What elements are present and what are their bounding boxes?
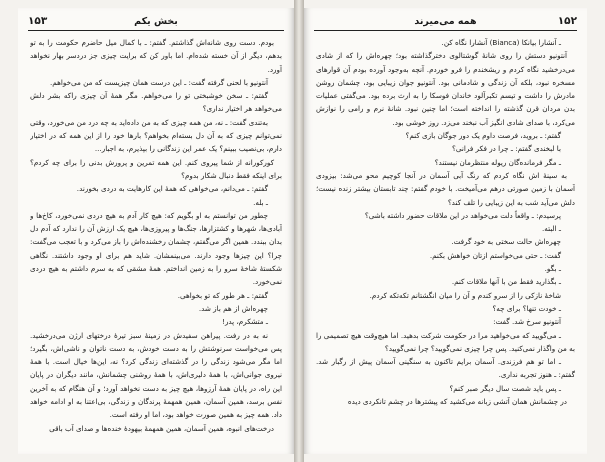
left-page-header [28, 14, 284, 31]
right-page-text [316, 36, 575, 448]
paragraph: به‌تندی گفت: ـ نه، من همه چیزی که به من داده‌اید به چه درد من می‌خورد، وقتی نمی‌توانم چیزی که به آن دل بسته‌ام بخواهم؟ بارها خود را از این همه که در اختیار دارم، بی‌نصیب ببینم؟ یک عمر این زندگانی را بپذیرم، به اجبار... [30, 117, 282, 154]
paragraph: چهره‌اش حالت سختی به خود گرفت. [451, 237, 561, 247]
book-gutter [294, 0, 304, 462]
paragraph: درخت‌های انبوه، همین آسمان، همین همهمهٔ بیهودهٔ خنده‌ها و صدای آب باقی [49, 423, 274, 433]
paragraph: ـ البته. [541, 224, 561, 234]
paragraph: گفتم: ـ سخن خوشبختی تو را می‌خواهم. مگر همهٔ آن چیزی راکه بشر دلش می‌خواهد هر اختیار نداری؟ [30, 91, 282, 114]
paragraph: گفتم: ـ می‌دانم، می‌خواهی که همهٔ این کارهایت به دردی بخورند. [76, 184, 268, 194]
paragraph: ـ بگو. [544, 264, 561, 274]
paragraph: ـ بله. [253, 197, 268, 207]
paragraph: گفتم: ـ بروید، فرصت داوم یک دور جوگان بازی کنم؟ [405, 131, 561, 141]
right-page-header [314, 14, 577, 31]
paragraph: گفتم: ـ هر طور که تو بخواهی. [177, 290, 268, 300]
paragraph: آنتونیو با لحنی گرفته گفت: ـ این درست همان چیزیست که من می‌خواهم. [50, 77, 268, 87]
paragraph: ـ پس باید شصت سال دیگر صبر کنم؟ [449, 383, 561, 393]
left-page-number: ۱۵۳ [28, 15, 48, 27]
paragraph: بودم. دست روی شانه‌اش گذاشتم. گفتم: ـ با کمال میل حاضرم حکومت را به تو بدهم، دیگر از آن خسته شده‌ام. اما باور کن که برایت چیزی جز دردسر بهار نخواهد آورد. [30, 38, 282, 74]
paragraph: نه به در رفت. پیراهن سفیدش در زمینهٔ سبز تیرهٔ درختهای ارژن می‌درخشید. پس می‌خواست سرنوشتش را به دست خودش، به دست ناتوان و ناشی‌اش، بگیرد؛ اما مگر می‌شود زندگی را در گذشته‌ای زندگی کرد؟ نه، این‌ها خیال است. با همهٔ نیروی جوانی‌اش، با همهٔ دلیری‌اش، با همهٔ روشنی چشمانش، مانند دیگران در پایان این راه، در پایان همهٔ آرزوها، هیچ چیز به دست نخواهد آورد؛ و آن هنگام که به آخرین نفس برسد، همین آسمان، همین همهمهٔ پرندگان و زندگی، بی‌اعتنا به او ادامه خواهد داد. همه چیز به همین صورت خواهد بود، اما او رفته است. [30, 330, 282, 420]
paragraph: پرسیدم: ـ واقعاً دلت می‌خواهد در این ملاقات حضور داشته باشی؟ [364, 210, 561, 220]
paragraph: گفت: ـ حتی می‌خواستم ازتان خواهش بکنم. [429, 250, 561, 260]
left-page [18, 8, 294, 454]
paragraph: ـ اما تو هم فرزندی. آسمان برایم تاکنون به سنگینی آسمان پیش از رگبار شد. گفتم: ـ هنوز تجربه نداری. [316, 357, 575, 380]
paragraph: کورکورانه از شما پیروی کنم. این همه تمرین و پرورش بدنی را برای چه کردم؟ برای اینکه فقط دنبال شکار بدوم؟ [30, 157, 282, 180]
paragraph: ـ بگذارید فقط من با آنها ملاقات کنم. [451, 277, 561, 287]
right-page [304, 8, 587, 454]
paragraph: ـ خودت تنها؟ برای چه؟ [492, 303, 561, 313]
paragraph: آنتونیو سرخ شد. گفت: [493, 317, 561, 327]
right-page-number: ۱۵۲ [557, 15, 577, 27]
right-page-running-title: همه می‌میرند [414, 16, 477, 27]
paragraph: چطور من توانستم به او بگویم که: هیچ کار آدم به هیچ دردی نمی‌خورد، کاخ‌ها و آبادی‌ها، شهرها و کشتزارها، جنگ‌ها و پیروزی‌ها، هیچ یک ارزش آن را ندارد که آدم دل بدان ببندد. همین اگر می‌گفتم، چشمان رخشنده‌اش را باز می‌کرد و با تعجب می‌گفت: چرا؟ این چیزها وجود دارند. می‌بینمشان. شاید هم برای او وجود داشتند. نگاهی شکستهٔ شاخهٔ سرو را به زمین انداختم. همهٔ مشقی که به سرم داشتم به هیچ دردی نمی‌خورد. [30, 210, 282, 287]
paragraph: ـ متشکرم، پدر! [222, 317, 268, 327]
left-page-text [30, 36, 282, 448]
paragraph: ـ آنشارا بیانکا (Bianca) آنشارا نگاه کن. [441, 38, 561, 47]
paragraph: به سینهٔ اش نگاه کردم که رنگ آبی آسمان در آنجا کوچیم محو می‌شد: بیزودی آسمان با زمین صورتی درهم می‌آمیخت. با خودم گفتم: چند تابستان بیشتر زنده نیست؛ دلش می‌آید شب به این زیبایی را تلف کند؟ [316, 170, 575, 207]
paragraph: چهره‌اش از هم باز شد. [198, 303, 268, 313]
paragraph: ـ می‌گویید که می‌خواهید مرا در حکومت شرکت بدهید. اما هیچ‌وقت هیچ تصمیمی را به من واگذار نمی‌کنید. پس چرا چیزی نمی‌گویید؟ چرا نمی‌گویید؟ [316, 330, 575, 353]
paragraph: شاخهٔ نازکی را از سرو کندم و آن را میان انگشتانم تکه‌تکه کردم. [369, 290, 561, 300]
paragraph: در چشمانش همان آتشی زبانه می‌کشید که پیشترها در چشم تانکردی دیده [347, 397, 567, 407]
paragraph: ـ مگر فرمانده‌گان ریوله منتظرمان نیستند؟ [434, 157, 561, 167]
paragraph: با لبخندی گفتم: ـ چرا در فکر فرانی؟ [452, 144, 561, 154]
left-page-running-title: بخش یکم [134, 16, 178, 27]
paragraph: آنتونیو دستش را روی شانهٔ گوشتالوی دخترگذاشته بود؛ چهره‌اش را که از شادی می‌درخشید نگاه کردم و ریشخندم را فرو خوردم. آنچه به‌وجود آورده بودم آن قوارهای مسخره نبود، بلکه آن زندگی و شادمانی بود. آنتونیو جوان زیبایی بود، چشمان روشن مادرش را داشت و تیسم تکبرآلود خاندان فوسکا را به ارث برده بود. می‌گفتی عملیات بدن مردان قرن گذشته را انداخته است؛ اما چنین نبود. شانهٔ نرم و رامی را نوازش می‌کرد، با صدای شادی انگیز آب نبخند می‌زد. روز خوشی بود. [316, 51, 575, 127]
